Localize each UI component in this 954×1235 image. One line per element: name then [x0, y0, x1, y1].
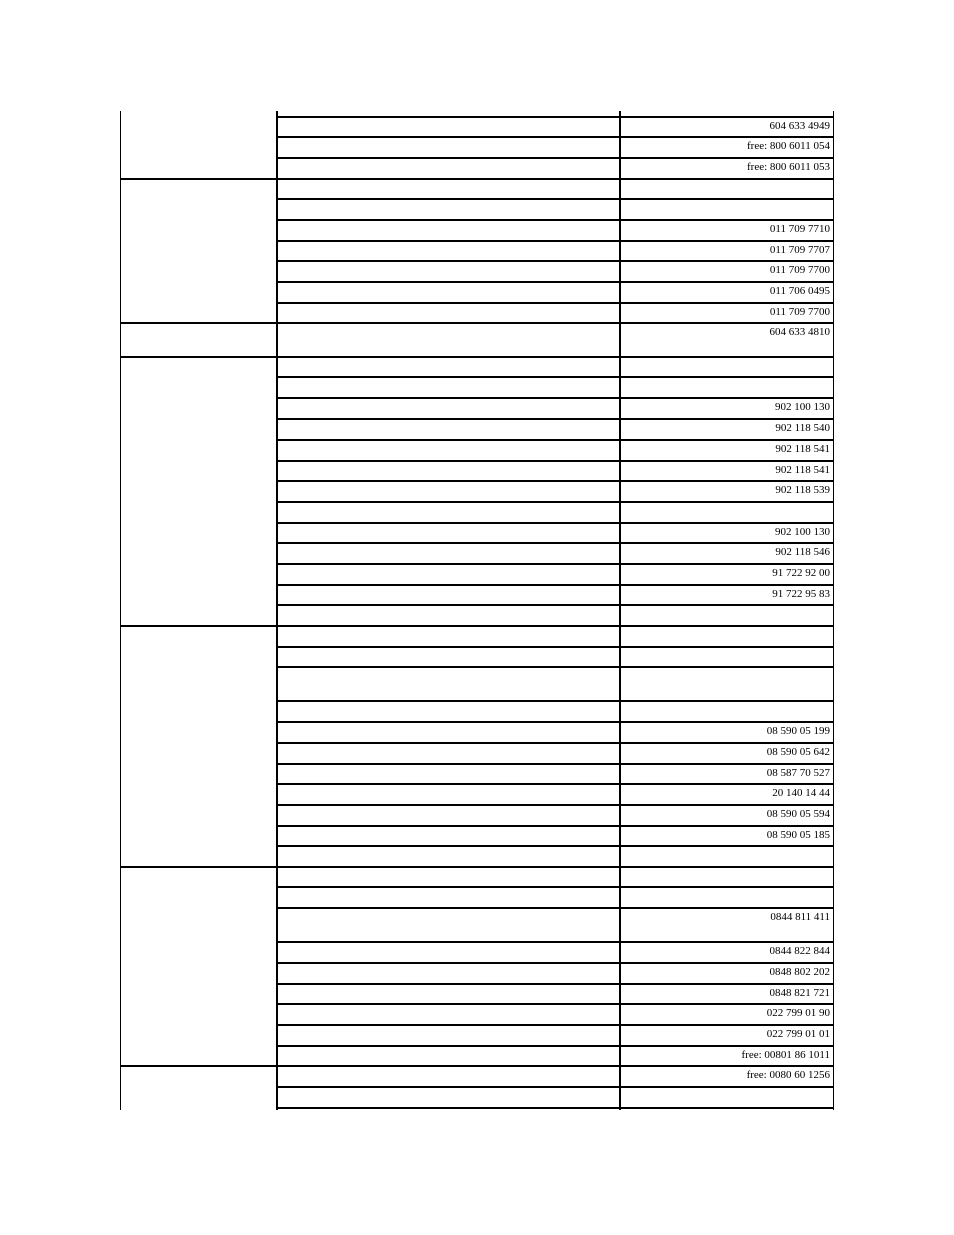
- phone-number-cell: 011 709 7700: [769, 264, 830, 276]
- row-rule: [276, 1065, 834, 1067]
- row-rule: [276, 480, 834, 482]
- row-rule: [276, 302, 834, 304]
- phone-number-cell: 0848 821 721: [769, 987, 830, 999]
- row-rule: [276, 522, 834, 524]
- row-rule: [276, 178, 834, 180]
- group-rule: [120, 322, 276, 324]
- row-rule: [276, 397, 834, 399]
- row-rule: [276, 219, 834, 221]
- phone-number-cell: 91 722 92 00: [772, 567, 830, 579]
- phone-number-cell: 08 590 05 642: [766, 746, 830, 758]
- phone-number-cell: free: 0080 60 1256: [746, 1069, 830, 1081]
- phone-number-cell: 011 706 0495: [769, 285, 830, 297]
- phone-number-cell: free: 800 6011 054: [747, 140, 830, 152]
- row-rule: [276, 941, 834, 943]
- row-rule: [276, 439, 834, 441]
- phone-number-cell: 91 722 95 83: [772, 588, 830, 600]
- row-rule: [276, 1024, 834, 1026]
- phone-number-cell: 902 118 546: [775, 546, 830, 558]
- phone-number-cell: 022 799 01 01: [766, 1028, 830, 1040]
- row-rule: [276, 1086, 834, 1088]
- group-rule: [120, 1065, 276, 1067]
- row-rule: [276, 584, 834, 586]
- row-rule: [276, 240, 834, 242]
- phone-number-cell: 902 100 130: [775, 526, 830, 538]
- group-rule: [120, 866, 276, 868]
- phone-number-cell: 902 118 539: [775, 484, 830, 496]
- group-rule: [120, 178, 276, 180]
- row-rule: [276, 825, 834, 827]
- phone-number-cell: 902 118 541: [775, 464, 830, 476]
- row-rule: [276, 136, 834, 138]
- row-rule: [276, 198, 834, 200]
- group-rule: [120, 625, 276, 627]
- row-rule: [276, 666, 834, 668]
- phone-number-cell: 604 633 4949: [769, 120, 830, 132]
- phone-number-cell: 011 709 7707: [769, 244, 830, 256]
- row-rule: [276, 260, 834, 262]
- row-rule: [276, 1045, 834, 1047]
- row-rule: [276, 907, 834, 909]
- row-rule: [276, 983, 834, 985]
- phone-number-cell: 011 709 7710: [769, 223, 830, 235]
- row-rule: [276, 721, 834, 723]
- row-rule: [276, 322, 834, 324]
- phone-number-cell: 022 799 01 90: [766, 1007, 830, 1019]
- row-rule: [276, 116, 834, 118]
- row-rule: [276, 356, 834, 358]
- phone-number-cell: 902 118 540: [775, 422, 830, 434]
- row-rule: [276, 563, 834, 565]
- row-rule: [276, 418, 834, 420]
- phone-number-cell: 08 587 70 527: [766, 767, 830, 779]
- phone-number-cell: 011 709 7700: [769, 306, 830, 318]
- row-rule: [276, 157, 834, 159]
- row-rule: [276, 542, 834, 544]
- column-rule-left: [120, 111, 121, 1110]
- phone-number-cell: 0848 802 202: [769, 966, 830, 978]
- row-rule: [276, 742, 834, 744]
- row-rule: [276, 700, 834, 702]
- phone-number-cell: 604 633 4810: [769, 326, 830, 338]
- phone-number-cell: 08 590 05 594: [766, 808, 830, 820]
- row-rule: [276, 460, 834, 462]
- phone-number-cell: 08 590 05 185: [766, 829, 830, 841]
- group-rule: [120, 356, 276, 358]
- phone-number-cell: 0844 811 411: [770, 911, 830, 923]
- row-rule: [276, 866, 834, 868]
- row-rule: [276, 281, 834, 283]
- phone-number-cell: free: 800 6011 053: [747, 161, 830, 173]
- phone-number-cell: 20 140 14 44: [772, 787, 830, 799]
- phone-number-cell: free: 00801 86 1011: [741, 1049, 830, 1061]
- row-rule: [276, 886, 834, 888]
- row-rule: [276, 845, 834, 847]
- row-rule: [276, 625, 834, 627]
- row-rule: [276, 763, 834, 765]
- phone-number-cell: 902 118 541: [775, 443, 830, 455]
- row-rule: [276, 376, 834, 378]
- row-rule: [276, 1003, 834, 1005]
- row-rule: [276, 1107, 834, 1109]
- phone-number-cell: 08 590 05 199: [766, 725, 830, 737]
- row-rule: [276, 501, 834, 503]
- row-rule: [276, 783, 834, 785]
- row-rule: [276, 962, 834, 964]
- row-rule: [276, 604, 834, 606]
- phone-number-cell: 902 100 130: [775, 401, 830, 413]
- phone-number-cell: 0844 822 844: [769, 945, 830, 957]
- row-rule: [276, 804, 834, 806]
- row-rule: [276, 646, 834, 648]
